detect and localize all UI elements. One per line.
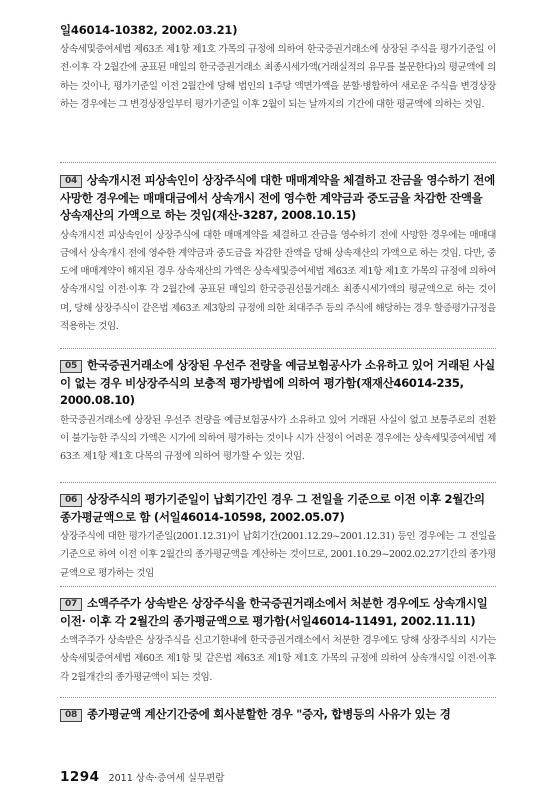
section-divider: [60, 697, 496, 698]
section-heading-text: 종가평균액 계산기간중에 회사분할한 경우 "증자, 합병등의 사유가 있는 경: [86, 707, 451, 721]
section-number-badge: 07: [60, 598, 82, 611]
section-06: [60, 491, 496, 583]
section-heading-text: 소액주주가 상속받은 상장주식을 한국증권거래소에서 처분한 경우에도 상속개시일 이전· 이후 각 2월간의 종가평균액으로 평가함(서일46014-11491, 2002.11.11): [60, 596, 488, 628]
section-divider: [60, 586, 496, 587]
section-divider: [60, 348, 496, 349]
section-05: [60, 357, 496, 466]
section-heading: [60, 706, 496, 724]
section-heading: [60, 595, 496, 630]
section-heading: [60, 491, 496, 526]
section-heading: [60, 172, 496, 225]
page-number: 1294: [60, 769, 100, 785]
page-footer: [60, 766, 224, 785]
section-07: [60, 595, 496, 687]
section-heading: [60, 357, 496, 410]
section-number-badge: 04: [60, 175, 82, 188]
book-title: 2011 상속·증여세 실무편람: [108, 773, 225, 784]
section-heading-text: 상장주식의 평가기준일이 납회기간인 경우 그 전일을 기준으로 이전 이후 2월간의 종가평균액으로 함 (서일46014-10598, 2002.05.07): [60, 492, 485, 524]
section-body: 소액주주가 상속받은 상장주식을 신고기한내에 한국증권거래소에서 처분한 경우에도 당해 상장주식의 시가는 상속세및증여세법 제60조 제1항 및 같은법 제63조 제1항 제1호 가목의 규정에 의하여 상속개시일 이전·이후 각 2월개간의 종가평균액이 되는 것임.: [60, 635, 496, 683]
intro-reference: 일46014-10382, 2002.03.21): [60, 23, 238, 37]
section-body: 한국증권거래소에 상장된 우선주 전량을 예금보험공사가 소유하고 있어 거래된 사실이 없고 보통주로의 전환이 불가능한 주식의 가액은 시가에 의하여 평가하는 것이나 시가 산정이 어려운 경우에는 상속세및증여세법 제63조 제1항 제1호 다목의 규정에 의하여 평가할 수 있는 것임.: [60, 414, 496, 463]
intro-body: 상속세및증여세법 제63조 제1항 제1호 가목의 규정에 의하여 한국증권거래소에 상장된 주식을 평가기준일 이전·이후 각 2월간에 공표된 매일의 한국증권거래소 최종시세가액(거래실적의 유무를 불문한다)의 평균액에 의하는 것이나, 평가기준일 이전 2월간에 당해 법인의 1주당 액면가액을 분할·병합하여 새로운 주식을 변경상장하는 경우에는 그 변경상장일부터 평가기준일 이후 2월이 되는 날까지의 기간에 대한 평균액에 의하는 것임.: [60, 44, 496, 110]
section-number-badge: 06: [60, 494, 82, 507]
section-number-badge: 08: [60, 709, 82, 722]
section-heading-text: 상속개시전 피상속인이 상장주식에 대한 매매계약을 체결하고 잔금을 영수하기 전에 사망한 경우에는 매매대금에서 상속개시 전에 영수한 계약금과 중도금을 차감한 잔액을 상속재산의 가액으로 하는 것임(재산-3287, 2008.10.15): [60, 173, 495, 222]
section-number-badge: 05: [60, 360, 82, 373]
intro-block: [60, 22, 496, 114]
section-04: [60, 172, 496, 336]
section-divider: [60, 482, 496, 483]
section-divider: [60, 162, 496, 163]
section-08: [60, 706, 496, 726]
section-heading-text: 한국증권거래소에 상장된 우선주 전량을 예금보험공사가 소유하고 있어 거래된 사실이 없는 경우 비상장주식의 보충적 평가방법에 의하여 평가함(재재산46014-235, 2000.08.10): [60, 358, 495, 407]
section-body: 상장주식에 대한 평가기준일(2001.12.31)이 납회기간(2001.12.29~2001.12.31) 등인 경우에는 그 전일을 기준으로 하여 이전 이후 2월간의 종가평균액을 계산하는 것이므로, 2001.10.29~2002.02.27기간의 종가평균액으로 평가하는 것임: [60, 531, 496, 579]
section-body: 상속개시전 피상속인이 상장주식에 대한 매매계약을 체결하고 잔금을 영수하기 전에 사망한 경우에는 매매대금에서 상속개시 전에 영수한 계약금과 중도금을 차감한 잔액을 당해 상속재산의 가액으로 하는 것임. 다만, 중도에 매매계약이 해지된 경우 상속재산의 가액은 상속세및증여세법 제63조 제1항 제1호 가목의 규정에 의하여 상속개시일 이전·이후 각 2월간에 공표된 매일의 한국증권선물거래소 최종시세가액의 평균액으로 하는 것이며, 당해 상장주식이 같은법 제63조 제3항의 규정에 의한 최대주주 등의 주식에 해당하는 경우 할증평가규정을 적용하는 것임.: [60, 229, 496, 332]
